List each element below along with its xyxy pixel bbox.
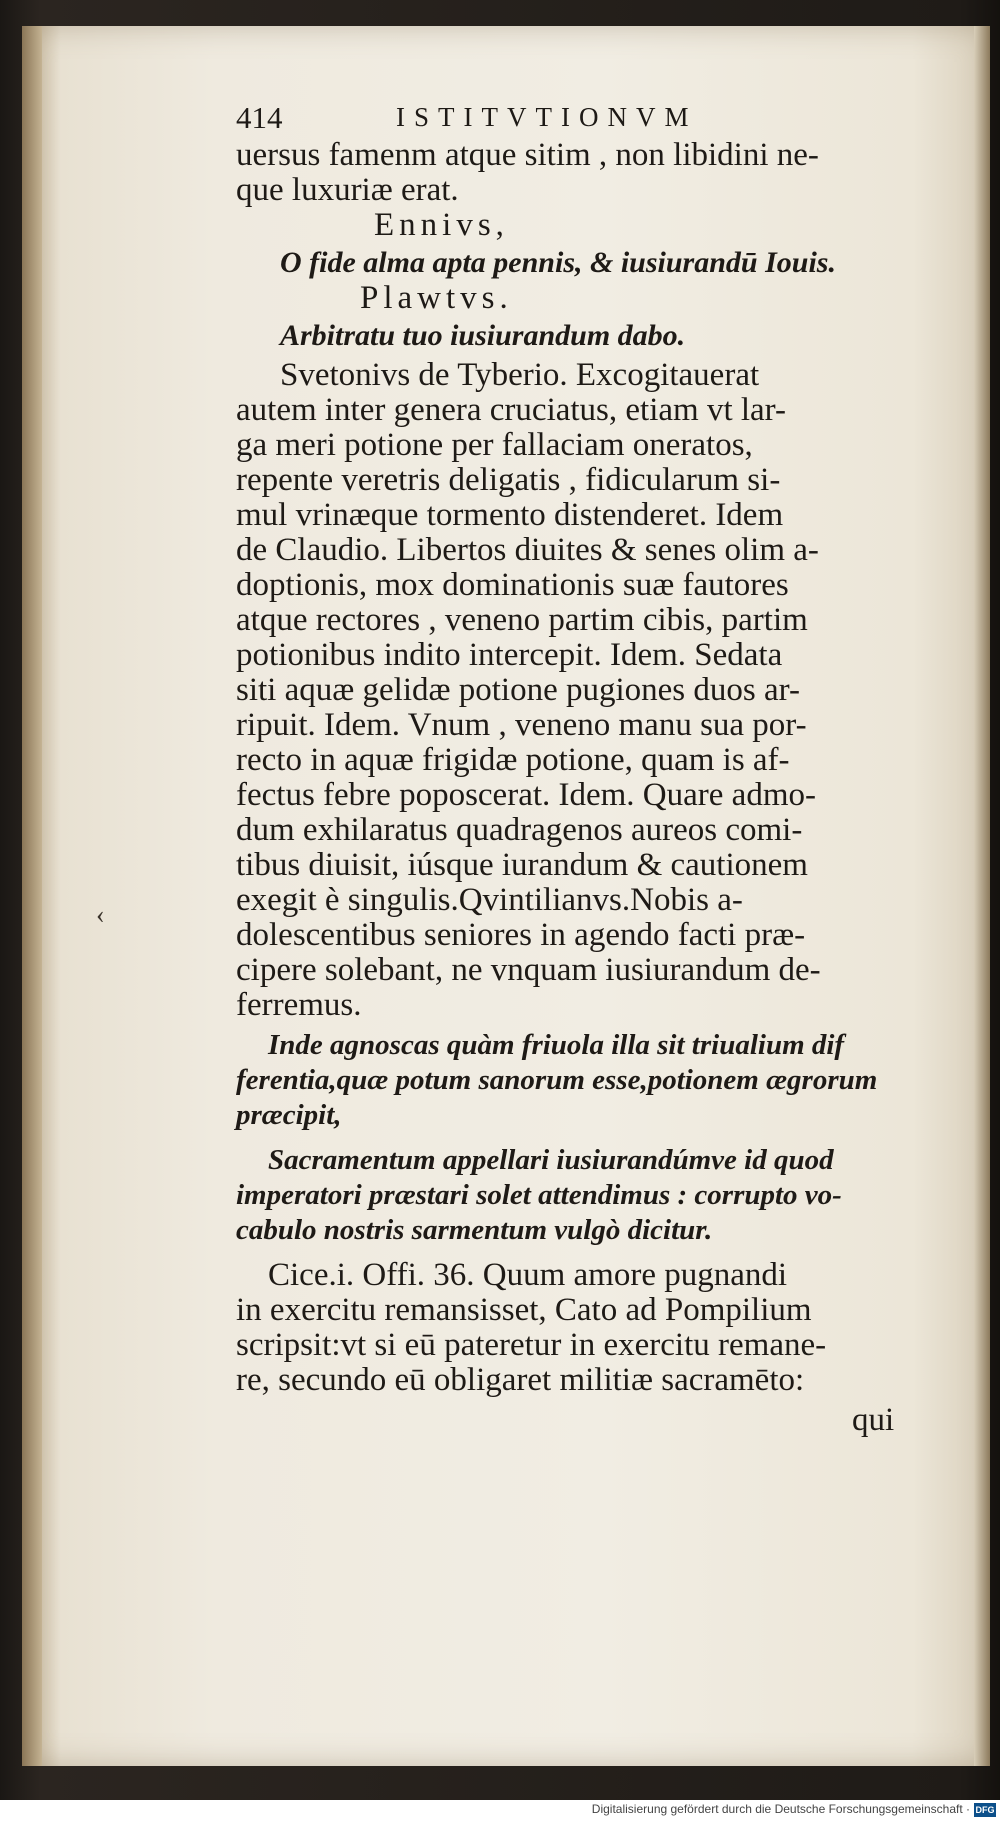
page-header bbox=[236, 100, 796, 140]
text-line: ga meri potione per fallaciam oneratos, bbox=[236, 427, 753, 463]
running-head: ISTITVTIONVM bbox=[396, 102, 698, 132]
dfg-logo: DFG bbox=[975, 1805, 995, 1815]
text-line: siti aquæ gelidæ potione pugiones duos ar- bbox=[236, 672, 800, 708]
text-line: re, secundo eū obligaret militiæ sacramēto: bbox=[236, 1362, 805, 1398]
section-label: Ennivs, bbox=[374, 207, 509, 243]
text-line: mul vrinæque tormento distenderet. Idem bbox=[236, 497, 784, 533]
text-line: cipere solebant, ne vnquam iusiurandum de- bbox=[236, 952, 821, 988]
text-line: tibus diuisit, iúsque iurandum & cautionem bbox=[236, 847, 808, 883]
text-line: atque rectores , veneno partim cibis, partim bbox=[236, 602, 808, 638]
text-line: fectus febre poposcerat. Idem. Quare admo- bbox=[236, 777, 816, 813]
text-line: uersus famenm atque sitim , non libidini ne- bbox=[236, 137, 819, 173]
quote-line: O fide alma apta pennis, & iusiurandū Iouis. bbox=[280, 246, 836, 279]
text-line: doptionis, mox dominationis suæ fautores bbox=[236, 567, 789, 603]
text-line: scripsit:vt si eū pateretur in exercitu remane- bbox=[236, 1327, 827, 1363]
text-line: potionibus indito intercepit. Idem. Sedata bbox=[236, 637, 783, 673]
text-line: Svetonivs de Tyberio. Excogitauerat bbox=[280, 357, 760, 393]
text-line: in exercitu remansisset, Cato ad Pompilium bbox=[236, 1292, 812, 1328]
italic-line: ferentia,quæ potum sanorum esse,potionem ægrorum bbox=[236, 1064, 878, 1096]
italic-line: cabulo nostris sarmentum vulgò dicitur. bbox=[236, 1214, 713, 1246]
page-number: 414 bbox=[236, 100, 283, 135]
page-edge-left bbox=[22, 26, 42, 1766]
text-line: dum exhilaratus quadragenos aureos comi- bbox=[236, 812, 803, 848]
italic-line: Inde agnoscas quàm friuola illa sit triualium dif bbox=[268, 1029, 845, 1061]
text-line: ripuit. Idem. Vnum , veneno manu sua por- bbox=[236, 707, 807, 743]
catchword: qui bbox=[852, 1402, 895, 1438]
quote-line: Arbitratu tuo iusiurandum dabo. bbox=[280, 319, 686, 352]
text-line: recto in aquæ frigidæ potione, quam is af- bbox=[236, 742, 790, 778]
section-label: Plawtvs. bbox=[360, 280, 513, 316]
italic-line: imperatori præstari solet attendimus : corrupto vo- bbox=[236, 1179, 842, 1211]
text-line: dolescentibus seniores in agendo facti præ- bbox=[236, 917, 806, 953]
footer-credit: Digitalisierung gefördert durch die Deutsche Forschungsgemeinschaft · bbox=[591, 1802, 970, 1816]
text-line: exegit è singulis.Qvintilianvs.Nobis a- bbox=[236, 882, 743, 918]
italic-line: præcipit, bbox=[236, 1099, 342, 1131]
text-line: que luxuriæ erat. bbox=[236, 172, 459, 208]
text-line: Cice.i. Offi. 36. Quum amore pugnandi bbox=[268, 1257, 788, 1293]
text-line: repente veretris deligatis , fidicularum si- bbox=[236, 462, 781, 498]
text-line: ferremus. bbox=[236, 987, 362, 1023]
text-line: autem inter genera cruciatus, etiam vt lar- bbox=[236, 392, 786, 428]
footer-bar bbox=[0, 1800, 1000, 1822]
text-line: de Claudio. Libertos diuites & senes olim a- bbox=[236, 532, 819, 568]
margin-mark: ‹ bbox=[96, 900, 105, 929]
italic-line: Sacramentum appellari iusiurandúmve id quod bbox=[268, 1144, 834, 1176]
